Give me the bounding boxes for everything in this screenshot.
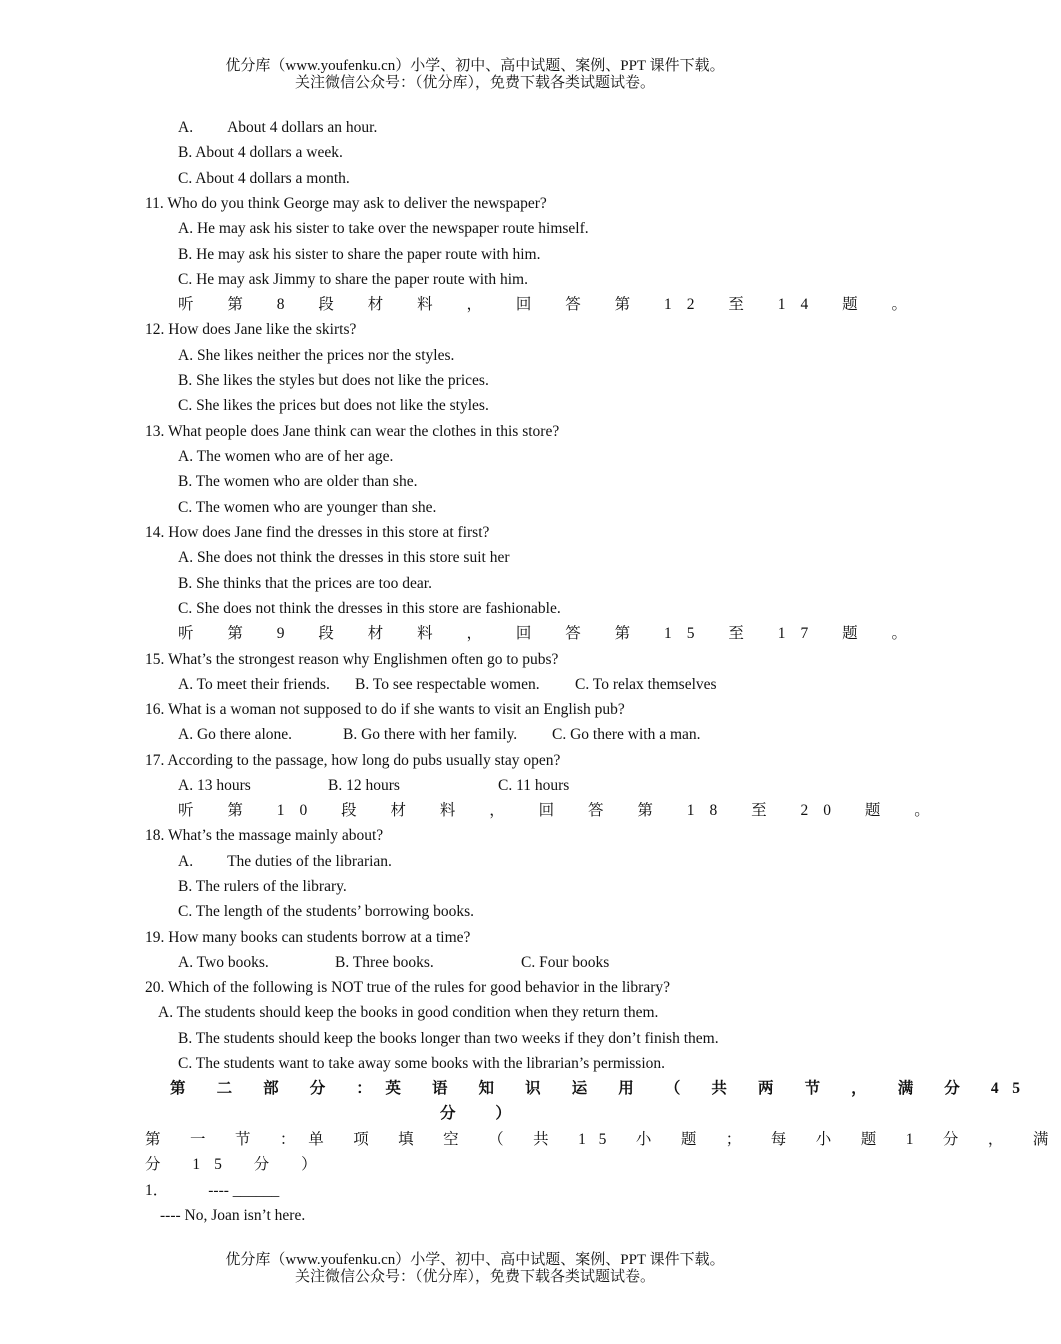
q20-option-a: A. The students should keep the books in good condition when they return them. bbox=[158, 1004, 659, 1021]
section-1-title-line-1: 第 一 节 ：单 项 填 空 （ 共 15 小 题 ； 每 小 题 1 分 ， 满 bbox=[145, 1131, 1061, 1148]
item-1-number: 1． bbox=[145, 1182, 169, 1199]
q11-option-b: B. He may ask his sister to share the paper route with him. bbox=[178, 246, 541, 263]
section-10-instruction: 听 第 10 段 材 料 ， 回 答 第 18 至 20 题 。 bbox=[178, 802, 945, 819]
q15-option-b: B. To see respectable women. bbox=[355, 676, 540, 693]
q20-stem: 20. Which of the following is NOT true of the rules for good behavior in the library? bbox=[145, 979, 671, 996]
q15-option-a: A. To meet their friends. bbox=[178, 676, 330, 693]
item-1 bbox=[145, 1181, 279, 1201]
q16-option-b: B. Go there with her family. bbox=[343, 726, 518, 743]
q19-option-a: A. Two books. bbox=[178, 954, 269, 971]
q18-option-a bbox=[178, 852, 392, 872]
q19-option-b: B. Three books. bbox=[335, 954, 434, 971]
q18-option-c: C. The length of the students’ borrowing books. bbox=[178, 903, 475, 920]
item-1-reply: ---- No, Joan isn’t here. bbox=[160, 1207, 306, 1224]
section-8-instruction: 听 第 8 段 材 料 ， 回 答 第 12 至 14 题 。 bbox=[178, 296, 923, 313]
q14-option-a: A. She does not think the dresses in this store suit her bbox=[178, 549, 510, 566]
q12-option-b: B. She likes the styles but does not like the prices. bbox=[178, 372, 489, 389]
q13-option-c: C. The women who are younger than she. bbox=[178, 499, 437, 516]
q16-option-c: C. Go there with a man. bbox=[552, 726, 701, 743]
q16-option-a: A. Go there alone. bbox=[178, 726, 293, 743]
q11-option-c: C. He may ask Jimmy to share the paper route with him. bbox=[178, 271, 528, 288]
q17-option-c: C. 11 hours bbox=[498, 777, 570, 794]
q13-option-b: B. The women who are older than she. bbox=[178, 473, 418, 490]
q15-stem: 15. What’s the strongest reason why Englishmen often go to pubs? bbox=[145, 651, 559, 668]
q16-stem: 16. What is a woman not supposed to do if she wants to visit an English pub? bbox=[145, 701, 625, 718]
q14-stem: 14. How does Jane find the dresses in this store at first? bbox=[145, 524, 490, 541]
q11-stem: 11. Who do you think George may ask to deliver the newspaper? bbox=[145, 195, 547, 212]
page-header-line-2: 关注微信公众号：（优分库），免费下载各类试题试卷。 bbox=[294, 75, 655, 91]
q19-option-c: C. Four books bbox=[521, 954, 610, 971]
q14-option-c: C. She does not think the dresses in this store are fashionable. bbox=[178, 600, 561, 617]
q13-option-a: A. The women who are of her age. bbox=[178, 448, 394, 465]
section-1-title-line-2: 分 15 分 ） bbox=[145, 1156, 331, 1173]
q12-option-c: C. She likes the prices but does not like the styles. bbox=[178, 397, 489, 414]
q17-option-a: A. 13 hours bbox=[178, 777, 251, 794]
part-2-title-line-1: 第 二 部 分 ：英 语 知 识 运 用 （ 共 两 节 ， 满 分 45 bbox=[170, 1080, 1034, 1097]
q12-stem: 12. How does Jane like the skirts? bbox=[145, 321, 357, 338]
q10-option-c: C. About 4 dollars a month. bbox=[178, 170, 350, 187]
item-1-prompt: ---- ______ bbox=[208, 1182, 280, 1199]
q18-option-a-label: A. bbox=[178, 853, 194, 870]
page-footer-line-2: 关注微信公众号：（优分库），免费下载各类试题试卷。 bbox=[294, 1269, 655, 1285]
q18-option-a-text: The duties of the librarian. bbox=[227, 853, 392, 870]
q20-option-b: B. The students should keep the books longer than two weeks if they don’t finish them. bbox=[178, 1030, 719, 1047]
q17-option-b: B. 12 hours bbox=[328, 777, 400, 794]
q12-option-a: A. She likes neither the prices nor the styles. bbox=[178, 347, 455, 364]
page-header-line-1: 优分库（www.youfenku.cn）小学、初中、高中试题、案例、PPT 课件下载。 bbox=[225, 58, 725, 74]
section-9-instruction: 听 第 9 段 材 料 ， 回 答 第 15 至 17 题 。 bbox=[178, 625, 923, 642]
q18-option-b: B. The rulers of the library. bbox=[178, 878, 347, 895]
q10-option-a-text: About 4 dollars an hour. bbox=[227, 119, 378, 136]
q18-stem: 18. What’s the massage mainly about? bbox=[145, 827, 384, 844]
part-2-title-line-2: 分 ） bbox=[440, 1105, 529, 1122]
q20-option-c: C. The students want to take away some books with the librarian’s permission. bbox=[178, 1055, 666, 1072]
q10-option-a bbox=[178, 118, 377, 138]
page-footer-line-1: 优分库（www.youfenku.cn）小学、初中、高中试题、案例、PPT 课件下载。 bbox=[225, 1252, 725, 1268]
q17-stem: 17. According to the passage, how long do pubs usually stay open? bbox=[145, 752, 561, 769]
q14-option-b: B. She thinks that the prices are too dear. bbox=[178, 575, 432, 592]
q10-option-b: B. About 4 dollars a week. bbox=[178, 144, 343, 161]
q13-stem: 13. What people does Jane think can wear the clothes in this store? bbox=[145, 423, 560, 440]
q10-option-a-label: A. bbox=[178, 119, 194, 136]
q19-stem: 19. How many books can students borrow at a time? bbox=[145, 929, 471, 946]
q11-option-a: A. He may ask his sister to take over the newspaper route himself. bbox=[178, 220, 589, 237]
q15-option-c: C. To relax themselves bbox=[575, 676, 717, 693]
